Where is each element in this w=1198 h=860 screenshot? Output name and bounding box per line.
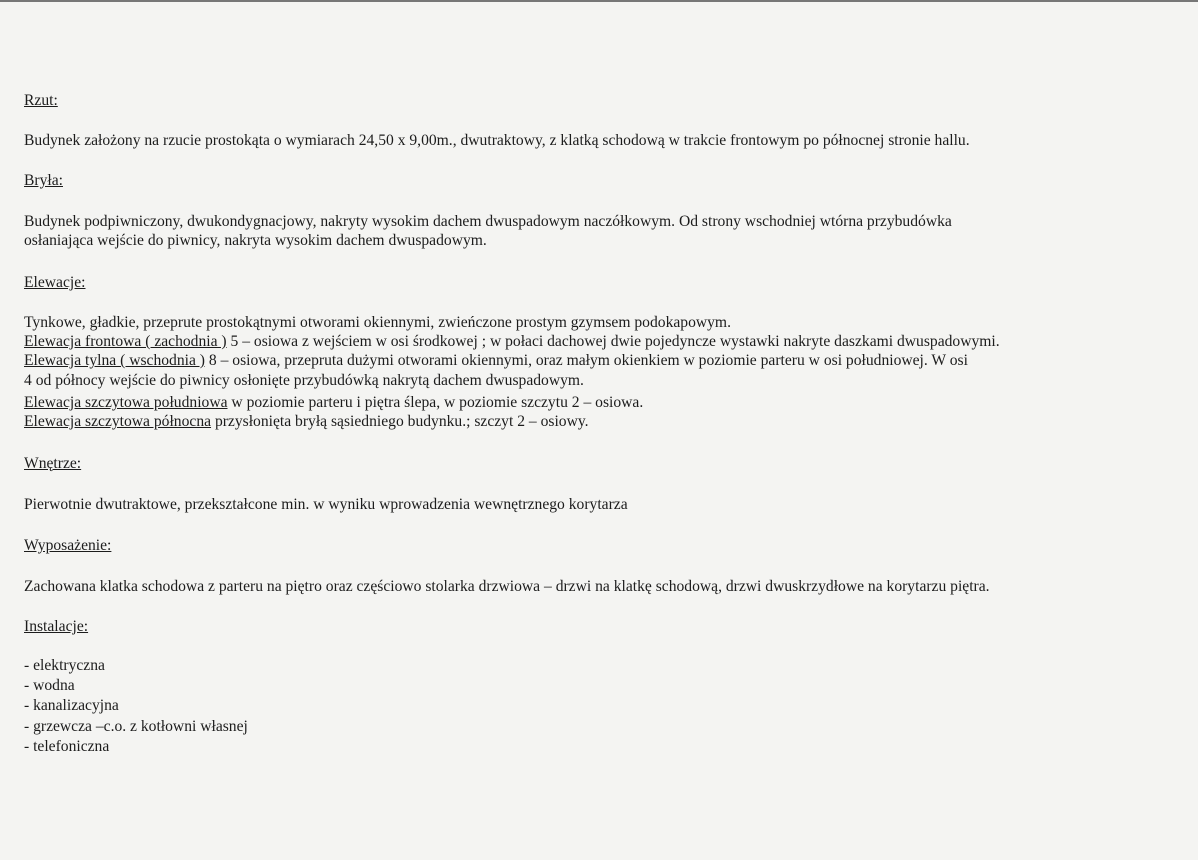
elewacje-intro: Tynkowe, gładkie, przeprute prostokątnymi otworami okiennymi, zwieńczone prostym gzymsem podokapowym. (24, 314, 731, 331)
elewacja-polnocna-text: przysłonięta bryłą sąsiedniego budynku.; szczyt 2 – osiowy. (211, 413, 589, 430)
wyposazenie-text: Zachowana klatka schodowa z parteru na piętro oraz częściowo stolarka drzwiowa – drzwi na klatkę schodową, drzwi dwuskrzydłowe na korytarzu piętra. (24, 578, 990, 595)
scan-edge (0, 0, 1198, 2)
elewacja-poludniowa-label: Elewacja szczytowa południowa (24, 394, 228, 411)
elewacja-tylna-cont: 4 od północy wejście do piwnicy osłonięte przybudówką nakrytą dachem dwuspadowym. (24, 372, 584, 389)
wnetrze-text: Pierwotnie dwutraktowe, przekształcone min. w wyniku wprowadzenia wewnętrznego korytarza (24, 496, 628, 513)
elewacja-polnocna-label: Elewacja szczytowa północna (24, 413, 212, 430)
rzut-text: Budynek założony na rzucie prostokąta o wymiarach 24,50 x 9,00m., dwutraktowy, z klatką schodową w trakcie frontowym po północnej stronie hallu. (24, 132, 970, 149)
heading-wnetrze: Wnętrze: (24, 455, 82, 472)
elewacja-frontowa-label: Elewacja frontowa ( zachodnia ) (24, 333, 227, 350)
heading-instalacje: Instalacje: (24, 618, 89, 635)
bryla-line-2: osłaniająca wejście do piwnicy, nakryta wysokim dachem dwuspadowym. (24, 232, 487, 249)
heading-wyposazenie: Wyposażenie: (24, 537, 112, 554)
instalacje-item: - grzewcza –c.o. z kotłowni własnej (24, 718, 248, 735)
elewacja-tylna (24, 352, 968, 370)
bryla-line-1: Budynek podpiwniczony, dwukondygnacjowy, nakryty wysokim dachem dwuspadowym naczółkowym. Od strony wschodniej wtórna przybudówka (24, 213, 952, 230)
heading-elewacje: Elewacje: (24, 274, 86, 291)
elewacja-poludniowa (24, 394, 643, 412)
instalacje-item: - wodna (24, 677, 75, 694)
elewacja-frontowa (24, 333, 1000, 351)
instalacje-item: - elektryczna (24, 657, 105, 674)
elewacja-frontowa-text: 5 – osiowa z wejściem w osi środkowej ; w połaci dachowej dwie pojedyncze wystawki nakryte daszkami dwuspadowymi. (226, 333, 1000, 350)
elewacja-poludniowa-text: w poziomie parteru i piętra ślepa, w poziomie szczytu 2 – osiowa. (227, 394, 644, 411)
elewacja-polnocna (24, 413, 589, 431)
instalacje-item: - telefoniczna (24, 738, 110, 755)
elewacja-tylna-text: 8 – osiowa, przepruta dużymi otworami okiennymi, oraz małym okienkiem w poziomie parteru w osi południowej. W osi (205, 352, 968, 369)
heading-rzut: Rzut: (24, 92, 58, 109)
heading-bryla: Bryła: (24, 172, 63, 189)
elewacja-tylna-label: Elewacja tylna ( wschodnia ) (24, 352, 205, 369)
instalacje-item: - kanalizacyjna (24, 697, 119, 714)
